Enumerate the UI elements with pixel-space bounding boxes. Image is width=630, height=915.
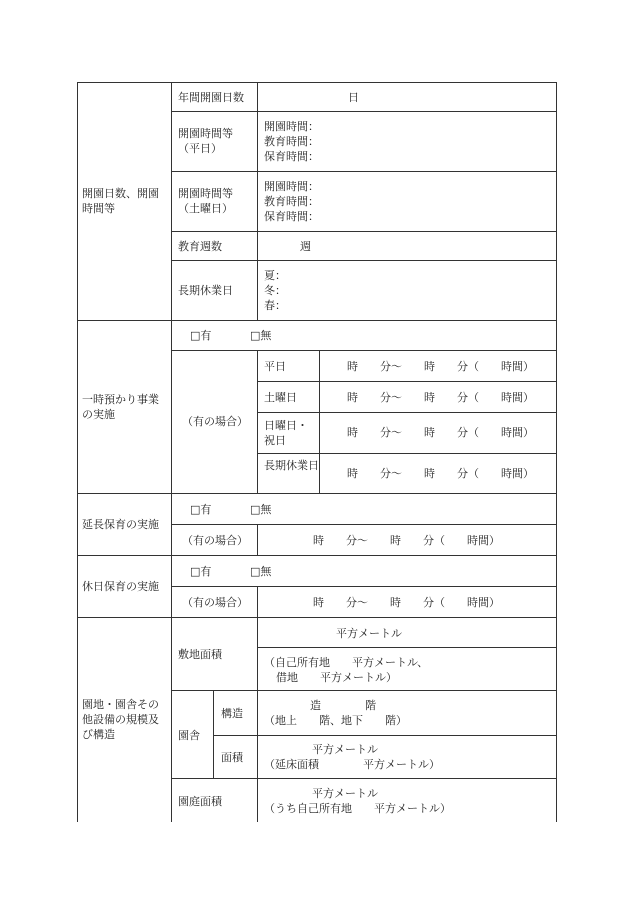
temp-care-long-holiday-time[interactable]: 時 分〜 時 分（ 時間） — [347, 467, 534, 480]
saturday-education-time[interactable]: 教育時間： — [264, 195, 319, 208]
row-divider — [171, 260, 557, 261]
holiday-care-time[interactable]: 時 分〜 時 分（ 時間） — [313, 596, 500, 609]
column-divider-3 — [319, 350, 320, 493]
site-area-value[interactable]: 平方メートル — [336, 627, 402, 640]
row-divider — [171, 231, 557, 232]
row-divider — [171, 171, 557, 172]
site-area-owned[interactable]: （自己所有地 平方メートル、 — [264, 656, 429, 669]
table-top-border — [77, 82, 557, 83]
garden-area-label: 園庭面積 — [178, 795, 222, 808]
building-floor-area[interactable]: （延床面積 平方メートル） — [264, 758, 440, 771]
row-divider — [171, 778, 557, 779]
temp-care-long-holiday-label: 長期休業日 — [264, 459, 319, 472]
garden-area-value[interactable]: 平方メートル — [312, 787, 378, 800]
row-divider — [257, 647, 557, 648]
temp-care-sunday-label: 日曜日・祝日 — [264, 419, 308, 447]
column-divider-2 — [257, 82, 258, 320]
holiday-care-if-yes-label: （有の場合） — [182, 596, 248, 609]
temp-care-no-checkbox[interactable]: □無 — [250, 329, 272, 342]
annual-days-value[interactable]: 日 — [348, 91, 359, 104]
annual-days-label: 年間開園日数 — [178, 91, 244, 104]
temp-care-sunday-time[interactable]: 時 分〜 時 分（ 時間） — [347, 426, 534, 439]
weekday-open-time[interactable]: 開園時間： — [264, 120, 319, 133]
winter-holiday[interactable]: 冬： — [264, 284, 286, 297]
temp-care-weekday-label: 平日 — [264, 360, 286, 373]
extended-care-yes-checkbox[interactable]: □有 — [190, 503, 212, 516]
row-divider — [257, 453, 557, 454]
site-area-label: 敷地面積 — [178, 648, 222, 661]
weekday-hours-label: 開園時間等（平日） — [178, 127, 233, 155]
temp-care-saturday-label: 土曜日 — [264, 391, 297, 404]
holiday-care-yes-checkbox[interactable]: □有 — [190, 565, 212, 578]
row-divider — [171, 111, 557, 112]
saturday-hours-label: 開園時間等（土曜日） — [178, 187, 233, 215]
row-divider — [257, 381, 557, 382]
extended-care-if-yes-label: （有の場合） — [182, 534, 248, 547]
column-divider-building — [213, 690, 214, 778]
weekday-education-time[interactable]: 教育時間： — [264, 135, 319, 148]
long-holidays-label: 長期休業日 — [178, 284, 233, 297]
section-label-hours: 開園日数、開園時間等 — [82, 187, 159, 215]
building-structure-label: 構造 — [221, 707, 243, 720]
education-weeks-label: 教育週数 — [178, 240, 222, 253]
temp-care-saturday-time[interactable]: 時 分〜 時 分（ 時間） — [347, 391, 534, 404]
table-right-border — [556, 82, 557, 822]
row-divider — [213, 735, 557, 736]
temp-care-yes-checkbox[interactable]: □有 — [190, 329, 212, 342]
section-label-extended-care: 延長保育の実施 — [82, 518, 159, 531]
section-label-facilities: 園地・園舎その他設備の規模及び構造 — [82, 698, 159, 741]
row-divider — [171, 586, 557, 587]
column-divider-2 — [257, 586, 258, 617]
garden-area-owned[interactable]: （うち自己所有地 平方メートル） — [264, 802, 451, 815]
section-label-temp-care: 一時預かり事業の実施 — [82, 393, 159, 421]
row-divider — [257, 412, 557, 413]
section-divider — [77, 320, 557, 321]
extended-care-no-checkbox[interactable]: □無 — [250, 503, 272, 516]
temp-care-weekday-time[interactable]: 時 分〜 時 分（ 時間） — [347, 360, 534, 373]
saturday-care-time[interactable]: 保育時間： — [264, 210, 319, 223]
column-divider-2 — [257, 524, 258, 555]
education-weeks-value[interactable]: 週 — [300, 240, 311, 253]
weekday-care-time[interactable]: 保育時間： — [264, 150, 319, 163]
holiday-care-no-checkbox[interactable]: □無 — [250, 565, 272, 578]
row-divider — [171, 350, 557, 351]
temp-care-if-yes-label: （有の場合） — [182, 415, 248, 428]
building-structure-value[interactable]: 造 階 — [310, 699, 376, 712]
saturday-open-time[interactable]: 開園時間： — [264, 180, 319, 193]
summer-holiday[interactable]: 夏： — [264, 269, 286, 282]
section-divider — [77, 617, 557, 618]
section-divider — [77, 555, 557, 556]
column-divider-1 — [171, 82, 172, 822]
spring-holiday[interactable]: 春： — [264, 299, 286, 312]
site-area-leased[interactable]: 借地 平方メートル） — [276, 671, 397, 684]
building-label: 園舎 — [178, 729, 200, 742]
extended-care-time[interactable]: 時 分〜 時 分（ 時間） — [313, 534, 500, 547]
section-divider — [77, 493, 557, 494]
building-area-label: 面積 — [221, 751, 243, 764]
table-left-border — [77, 82, 78, 822]
building-area-value[interactable]: 平方メートル — [312, 743, 378, 756]
row-divider — [171, 690, 557, 691]
building-floors[interactable]: （地上 階、地下 階） — [264, 714, 407, 727]
section-label-holiday-care: 休日保育の実施 — [82, 580, 159, 593]
row-divider — [171, 524, 557, 525]
column-divider-2 — [257, 350, 258, 493]
